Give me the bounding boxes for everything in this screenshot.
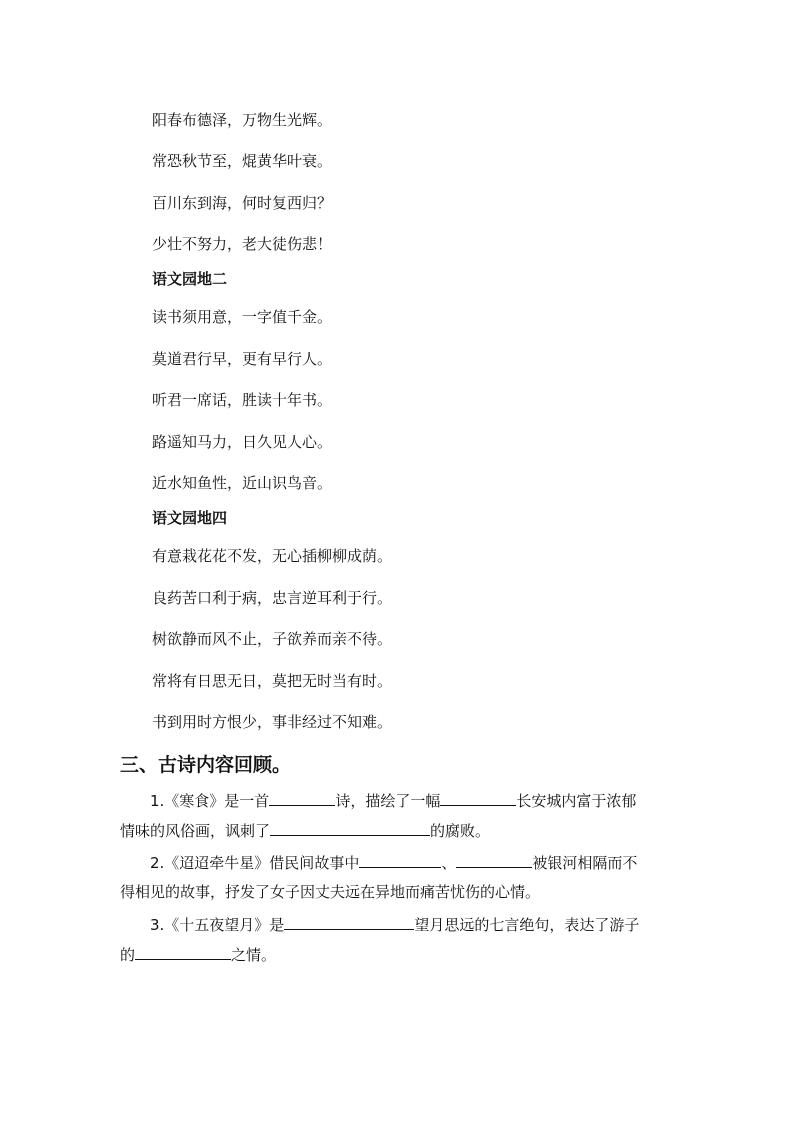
q2-text-a: 2.《迢迢牵牛星》借民间故事中 [150,854,360,872]
question-1-line-1 [150,790,636,811]
saying-line: 近水知鱼性，近山识鸟音。 [152,474,333,492]
q1-text-a: 1.《寒食》是一首 [150,792,270,810]
saying-line: 路遥知马力，日久见人心。 [152,433,333,451]
q3-text-b: 望月思远的七言绝句，表达了游子 [414,916,640,934]
saying-line: 听君一席话，胜读十年书。 [152,391,333,409]
q2-text-d: 得相见的故事，抒发了女子因丈夫远在异地而痛苦忧伤的心情。 [120,883,541,901]
poem-line: 百川东到海，何时复西归？ [152,194,333,212]
question-2-line-2 [120,882,540,902]
q1-text-b: 诗，描绘了一幅 [335,792,441,810]
saying-line: 有意栽花花不发，无心插柳柳成荫。 [152,547,393,565]
question-2-line-1 [150,852,637,873]
q2-blank-1[interactable] [359,852,441,868]
q1-blank-3[interactable] [270,820,430,836]
q3-text-c: 的 [120,946,136,964]
q1-blank-2[interactable] [440,790,516,806]
section-title: 语文园地二 [152,270,228,288]
poem-line: 阳春布德泽，万物生光辉。 [152,111,333,129]
q3-text-a: 3.《十五夜望月》是 [150,916,285,934]
saying-line: 常将有日思无日，莫把无时当有时。 [152,672,393,690]
part-heading: 三、古诗内容回顾。 [120,754,292,776]
q3-blank-2[interactable] [135,944,231,960]
q1-text-c: 长安城内富于浓郁 [516,792,637,810]
saying-line: 树欲静而风不止，子欲养而亲不待。 [152,630,393,648]
q1-text-d: 情味的风俗画，讽刺了 [120,822,271,840]
q3-text-d: 之情。 [231,946,277,964]
section-title: 语文园地四 [152,509,228,527]
q3-blank-1[interactable] [284,914,414,930]
q1-text-e: 的腐败。 [430,822,491,840]
question-1-line-2 [120,820,490,841]
q2-text-c: 被银河相隔而不 [532,854,638,872]
q2-text-b: 、 [441,854,457,872]
q1-blank-1[interactable] [269,790,335,806]
question-3-line-2 [120,944,276,965]
q2-blank-2[interactable] [456,852,532,868]
saying-line: 读书须用意，一字值千金。 [152,308,333,326]
saying-line: 莫道君行早，更有早行人。 [152,350,333,368]
poem-line: 少壮不努力，老大徒伤悲！ [152,235,333,253]
poem-line: 常恐秋节至，焜黄华叶衰。 [152,152,333,170]
saying-line: 书到用时方恨少，事非经过不知难。 [152,713,393,731]
question-3-line-1 [150,914,639,935]
saying-line: 良药苦口利于病，忠言逆耳利于行。 [152,589,393,607]
